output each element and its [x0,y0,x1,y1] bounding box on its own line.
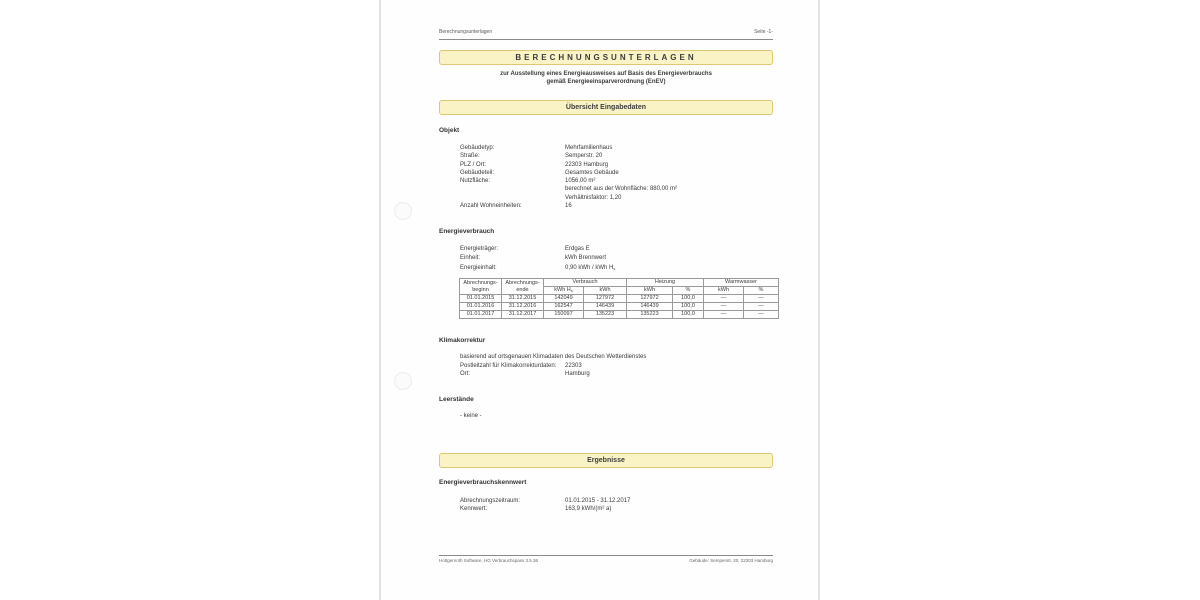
field-label: Energieinhalt: [460,264,497,271]
table-cell: 01.01.2015 [460,295,502,303]
field-row [460,169,677,177]
field-label: Kennwert: [460,506,488,513]
table-cell: 127972 [584,295,627,303]
table-cell: 31.12.2017 [502,311,544,319]
unit-header: kWh [584,287,627,295]
footer-software: Hottgenroth Software, HG Verbrauchspass 3.5.36 [439,558,539,563]
page-number: Seite -1- [754,29,773,35]
field-value: 0,90 kWh / kWh $H_s$ [565,264,616,271]
table-cell: 100,0 [673,295,704,303]
table-row [460,311,779,319]
field-label: Ort: [460,371,470,378]
hole-punch-mark [394,372,412,390]
table-row [460,303,779,311]
unit-header: kWh [704,287,744,295]
field-value: Verhältnisfaktor: 1,20 [565,194,622,201]
table-cell: — [704,311,744,319]
page-footer [439,555,773,563]
field-row [460,505,630,513]
table-cell: — [744,311,779,319]
kennwert-fields [460,497,630,514]
inputs-banner-label: Übersicht Eingabedaten [565,104,647,111]
field-row [460,370,590,378]
field-label: Straße: [460,153,480,160]
group-header-warmwasser: Warmwasser [704,279,779,287]
table-cell: — [704,303,744,311]
field-row [460,144,677,152]
field-label: Abrechnungszeitraum: [460,498,521,504]
table-cell: 150097 [544,311,584,319]
field-value: 16 [565,203,572,210]
col-header-ende: Abrechnungs- ende [502,279,544,295]
section-title-kennwert: Energieverbrauchskennwert [439,479,527,486]
document-subtitle [439,70,773,86]
field-value: Semperstr. 20 [565,153,603,160]
field-value: 163,9 kWh/(m² a) [565,506,612,513]
field-value: Mehrfamilienhaus [565,145,613,151]
group-header-verbrauch: Verbrauch [544,279,627,287]
table-cell: 135223 [627,311,673,319]
field-label: Nutzfläche: [460,178,491,185]
col-header-beginn: Abrechnungs- beginn [460,279,502,295]
table-cell: 162547 [544,303,584,311]
leerstaende-value: - keine - [460,413,482,419]
table-cell: 142049 [544,295,584,303]
table-cell: 146439 [584,303,627,311]
table-row [460,295,779,303]
field-value: berechnet aus der Wohnfläche: 880,00 m² [565,186,677,193]
field-label [460,194,565,202]
field-label: Postleitzahl für Klimakorrekturdaten: [460,363,557,369]
field-value: Hamburg [565,371,590,378]
table-cell: 31.12.2016 [502,303,544,311]
subtitle-line-2: gemäß Energieeinsparverordnung (EnEV) [546,79,666,85]
field-row [460,177,677,185]
table-cell: 01.01.2017 [460,311,502,319]
table-cell: 100,0 [673,303,704,311]
title-banner [439,50,773,65]
unit-header: % [744,287,779,295]
table-cell: — [744,295,779,303]
field-value: Gesamtes Gebäude [565,169,619,176]
footer-building: Gebäude: Semperstr. 20, 22303 Hamburg [689,558,773,563]
page-header-left: Berechnungsunterlagen [439,29,493,35]
field-label: Gebäudetyp: [460,145,495,151]
field-row [460,497,630,505]
unit-header: % [673,287,704,295]
klima-note: basierend auf ortsgenauen Klimadaten des Deutschen Wetterdienstes [460,354,647,360]
table-cell: — [704,295,744,303]
results-banner-label: Ergebnisse [587,457,625,464]
section-title-klimakorrektur: Klimakorrektur [439,337,486,344]
hole-punch-mark [394,202,412,220]
field-row [460,264,615,273]
table-cell: 01.01.2016 [460,303,502,311]
field-value: kWh Brennwert [565,255,607,262]
section-title-objekt: Objekt [439,127,460,134]
section-title-leerstaende: Leerstände [439,396,474,403]
energieverbrauch-fields [460,245,615,273]
subtitle-line-1: zur Ausstellung eines Energieausweises auf Basis des Energieverbrauchs [500,71,712,77]
field-value: 01.01.2015 - 31.12.2017 [565,498,631,504]
consumption-table [459,278,779,319]
table-cell: 135223 [584,311,627,319]
unit-header: kWh [627,287,673,295]
section-title-energieverbrauch: Energieverbrauch [439,228,495,235]
page-header [439,29,773,40]
klima-fields [460,362,590,379]
document-page [379,0,820,600]
table-cell: 146439 [627,303,673,311]
field-value: 22303 [565,363,582,369]
field-label: Anzahl Wohneinheiten: [460,203,522,210]
field-row [460,362,590,370]
field-label: Einheit: [460,255,481,262]
field-label [460,185,565,193]
table-cell: 100,0 [673,311,704,319]
unit-header: kWh $H_s$ [544,287,584,295]
field-row [460,185,677,193]
field-value: Erdgas E [565,246,590,252]
field-value: 22303 Hamburg [565,161,609,168]
table-header-row [460,279,779,287]
field-row [460,245,615,254]
field-row [460,254,615,263]
table-cell: 31.12.2015 [502,295,544,303]
inputs-section-banner [439,100,773,115]
field-value: 1056,00 m² [565,178,596,185]
field-row [460,202,677,210]
table-cell: — [744,303,779,311]
field-label: Energieträger: [460,246,499,252]
field-row [460,152,677,160]
field-row [460,194,677,202]
results-section-banner [439,453,773,468]
table-cell: 127972 [627,295,673,303]
field-label: Gebäudeteil: [460,169,495,176]
title-banner-label: BERECHNUNGSUNTERLAGEN [515,53,697,62]
field-label: PLZ / Ort: [460,161,487,168]
objekt-fields [460,144,677,210]
field-row [460,161,677,169]
group-header-heizung: Heizung [627,279,704,287]
